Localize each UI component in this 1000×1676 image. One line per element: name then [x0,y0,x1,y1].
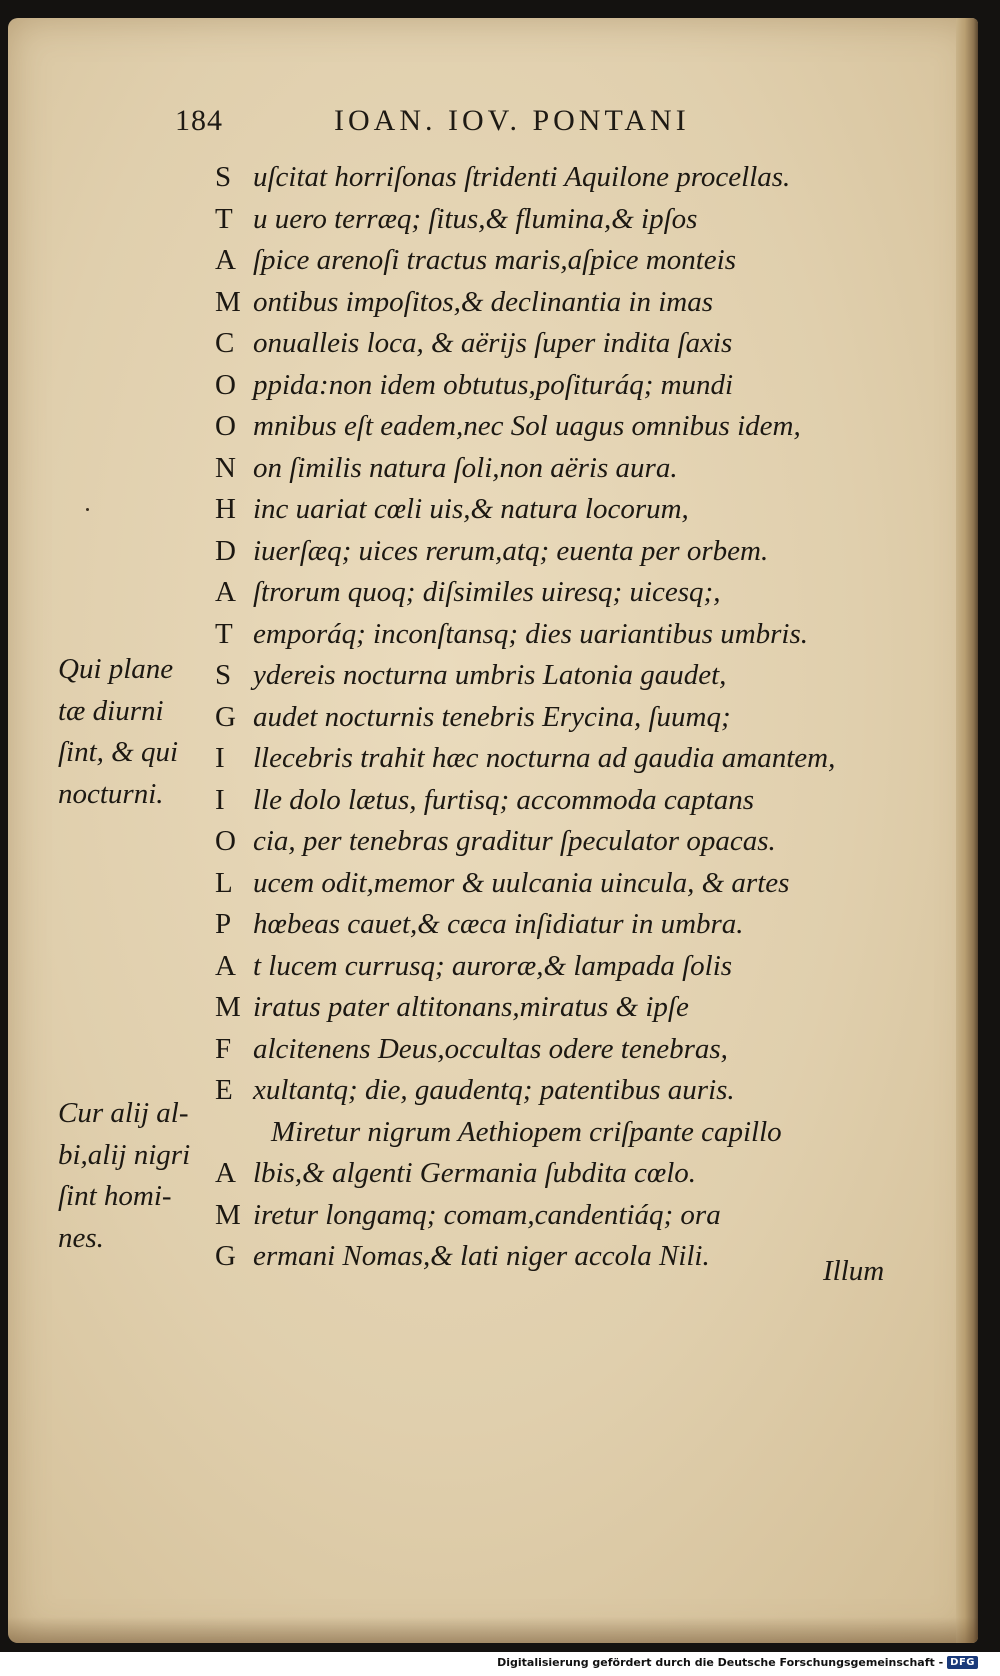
acrostic-initial: O [215,825,236,857]
page-shadow [8,1617,978,1643]
verse-line [215,1195,905,1237]
verse-line [215,406,905,448]
verse-text: ppida:non idem obtutus,poſituráq; mundi [253,368,734,401]
verse-line [215,987,905,1029]
verse-line [215,157,905,199]
verse-text: llecebris trahit hæc nocturna ad gaudia amantem, [253,742,836,774]
digitization-footer [497,1653,978,1671]
verse-line [215,282,905,324]
verse-text: iuerſæq; uices rerum,atq; euenta per orbem. [253,534,769,567]
verse-text: Miretur nigrum Aethiopem criſpante capillo [271,1115,782,1148]
margin-note-line: nes. [58,1221,104,1254]
acrostic-initial: O [215,410,236,442]
verse-line [215,946,905,988]
verse-line [215,821,905,863]
acrostic-initial: A [215,949,236,982]
verse-text: u uero terræq; ſitus,& flumina,& ipſos [253,202,698,235]
footer-credit: Digitalisierung gefördert durch die Deutsche Forschungsgemeinschaft - [497,1655,944,1669]
verse-line [215,1070,905,1112]
verse-line [215,1112,905,1154]
margin-note-line: Cur alij al- [58,1097,189,1129]
verse-text: lle dolo lætus, furtisq; accommoda captans [253,783,755,816]
margin-note-line: tæ diurni [58,694,164,727]
verse-line [215,863,905,905]
verse-text: on ſimilis natura ſoli,non aëris aura. [253,451,678,484]
verse-block [215,157,905,1278]
verse-line [215,614,905,656]
book-page [8,18,978,1643]
acrostic-initial: A [215,576,236,608]
verse-text: emporáq; inconſtansq; dies uariantibus umbris. [253,617,809,650]
margin-note-complexion [58,1093,218,1259]
acrostic-initial: M [215,1198,241,1231]
verse-text: lbis,& algenti Germania ſubdita cœlo. [253,1157,697,1189]
page-edge [956,18,978,1643]
verse-text: inc uariat cœli uis,& natura locorum, [253,493,689,525]
acrostic-initial: I [215,783,225,816]
acrostic-initial: M [215,991,241,1023]
verse-line [215,655,905,697]
verse-text: uſcitat horriſonas ſtridenti Aquilone procellas. [253,161,791,193]
acrostic-initial: L [215,866,233,899]
margin-note-line: ſint homi- [58,1180,172,1212]
verse-text: iretur longamq; comam,candentiáq; ora [253,1198,721,1231]
verse-line [215,240,905,282]
verse-text: onualleis loca, & aërijs ſuper indita ſaxis [253,327,733,359]
dfg-logo: DFG [947,1656,978,1669]
margin-note-planets [58,649,218,815]
margin-note-line: ſint, & qui [58,736,179,768]
verse-line [215,780,905,822]
ink-speck [86,508,89,511]
acrostic-initial: C [215,327,235,359]
margin-note-line: nocturni. [58,777,164,810]
acrostic-initial: T [215,202,233,235]
acrostic-initial: I [215,742,225,774]
acrostic-initial: A [215,1157,236,1189]
verse-line [215,1153,905,1195]
acrostic-initial: S [215,161,232,193]
verse-line [215,489,905,531]
verse-text: t lucem currusq; auroræ,& lampada ſolis [253,949,733,982]
verse-text: hœbeas cauet,& cæca inſidiatur in umbra. [253,908,744,940]
acrostic-initial: D [215,534,236,567]
acrostic-initial: S [215,659,232,691]
verse-text: xultantq; die, gaudentq; patentibus auris. [253,1074,735,1106]
verse-line [215,365,905,407]
verse-line [215,904,905,946]
verse-line [215,531,905,573]
acrostic-initial: N [215,451,236,484]
margin-note-line: bi,alij nigri [58,1138,191,1171]
acrostic-initial: E [215,1074,233,1106]
verse-line [215,738,905,780]
acrostic-initial: A [215,244,236,276]
verse-text: ſtrorum quoq; diſsimiles uiresq; uicesq;, [253,576,721,608]
verse-text: ontibus impoſitos,& declinantia in imas [253,285,713,318]
acrostic-initial: F [215,1032,232,1065]
verse-text: alcitenens Deus,occultas odere tenebras, [253,1032,728,1065]
verse-line [215,323,905,365]
verse-text: audet nocturnis tenebris Erycina, ſuumq; [253,700,731,733]
verse-text: cia, per tenebras graditur ſpeculator opacas. [253,825,776,857]
verse-text: ucem odit,memor & uulcania uincula, & artes [253,866,790,899]
acrostic-initial: G [215,1240,236,1272]
acrostic-initial: M [215,285,241,318]
verse-text: ſpice arenoſi tractus maris,aſpice monteis [253,244,737,276]
acrostic-initial: G [215,700,236,733]
acrostic-initial: T [215,617,233,650]
running-head: IOAN. IOV. PONTANI [334,104,690,137]
acrostic-initial: H [215,493,236,525]
verse-line [215,448,905,490]
verse-text: ydereis nocturna umbris Latonia gaudet, [253,659,727,691]
acrostic-initial: O [215,368,236,401]
verse-text: iratus pater altitonans,miratus & ipſe [253,991,689,1023]
verse-text: ermani Nomas,& lati niger accola Nili. [253,1240,710,1272]
catchword: Illum [823,1255,885,1287]
margin-note-line: Qui plane [58,653,174,685]
verse-line [215,1029,905,1071]
verse-line [215,697,905,739]
page-header [8,104,978,154]
verse-line [215,1236,905,1278]
verse-line [215,572,905,614]
acrostic-initial: P [215,908,232,940]
verse-text: mnibus eſt eadem,nec Sol uagus omnibus idem, [253,410,801,442]
page-number: 184 [175,104,223,137]
verse-line [215,199,905,241]
